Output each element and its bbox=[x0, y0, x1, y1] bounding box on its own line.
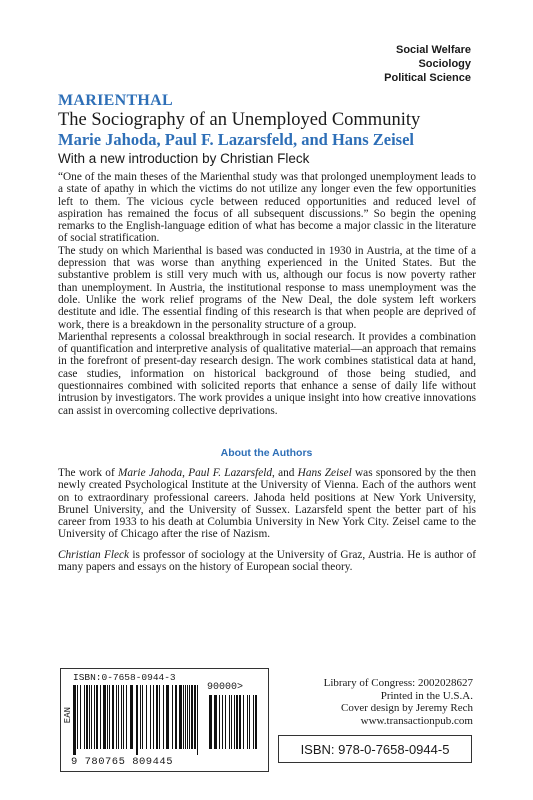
library-of-congress: Library of Congress: 2002028627 bbox=[323, 677, 473, 689]
text-run: was sponsored by the then newly created Psychological Institute at the University of Vienna. Each of the authors went on to extraordinary professional careers. Jahoda held positions at New York University, Brunel University, and the University of Sussex. Lazarsfeld spent the better part of his career from 1933 to his death at Columbia University in New York City. Zeisel came to the University of Chicago after the rise of Nazism. bbox=[58, 467, 476, 541]
barcode-bar bbox=[153, 685, 154, 749]
publication-info bbox=[324, 677, 473, 727]
barcode-bars bbox=[73, 685, 201, 755]
barcode-bar bbox=[187, 685, 188, 749]
isbn-13-box: ISBN: 978-0-7658-0944-5 bbox=[278, 735, 472, 763]
barcode-bar bbox=[214, 695, 217, 749]
category-sociology: Sociology bbox=[418, 58, 471, 70]
barcode-digits: 9 780765 809445 bbox=[71, 756, 174, 768]
cover-design-credit: Cover design by Jeremy Rech bbox=[341, 702, 473, 714]
book-subtitle: The Sociography of an Unemployed Community bbox=[58, 110, 421, 130]
description-paragraph: The study on which Marienthal is based was conducted in 1930 in Austria, at the time of a depression that was worse than anything experienced in the United States. But the substantive problem is still very much with us, although our focus is now poverty rather than unemployment. In Austria, the institutional response to mass unemployment was the dole. Unlike the work relief programs of the New Deal, the dole system left workers destitute and idle. The essential finding of this research is that when people are deprived of work, there is a breakdown in the personality structure of a group. bbox=[58, 244, 476, 331]
publisher-website: www.transactionpub.com bbox=[360, 714, 473, 727]
barcode-bar bbox=[112, 685, 114, 749]
barcode-bar bbox=[194, 685, 196, 749]
barcode-bar bbox=[234, 695, 235, 749]
barcode-bar bbox=[159, 685, 160, 749]
barcode-bar bbox=[109, 685, 110, 749]
barcode-bar bbox=[116, 685, 117, 749]
barcode-bar bbox=[209, 695, 212, 749]
barcode-bar bbox=[121, 685, 122, 749]
barcode-bar bbox=[197, 685, 198, 755]
barcode-bar bbox=[247, 695, 248, 749]
description-paragraph: Marienthal represents a colossal breakthrough in social research. It provides a combination of quantification and interpretive analysis of qualitative material—an approach that remains in the forefront of present-day research design. The work combines statistical data at hand, case studies, information on historical background of those being studied, and questionnaires combined with solicited reports that enhance a sense of daily life without intrusion by investigators. The work provides a unique insight into how creative innovations can assist in overcoming collective deprivations. bbox=[58, 330, 476, 417]
barcode-bar bbox=[222, 695, 223, 749]
barcode-bar bbox=[255, 695, 257, 749]
barcode-addon-bars bbox=[209, 695, 261, 755]
text-run: is professor of sociology at the University of Graz, Austria. He is author of many papers and essays on the history of European social theory. bbox=[58, 548, 476, 574]
barcode-bar bbox=[225, 695, 226, 749]
barcode-bar bbox=[175, 685, 177, 749]
book-authors: Marie Jahoda, Paul F. Lazarsfeld, and Hans Zeisel bbox=[58, 130, 414, 149]
barcode-bar bbox=[123, 685, 124, 749]
barcode-bar bbox=[229, 695, 230, 749]
author-name: Marie Jahoda bbox=[117, 467, 183, 479]
barcode-bar bbox=[142, 685, 143, 749]
barcode-bar bbox=[219, 695, 220, 749]
barcode-bar bbox=[84, 685, 85, 749]
barcode-bar bbox=[73, 685, 76, 755]
text-run: , and bbox=[272, 467, 298, 479]
barcode-bar bbox=[103, 685, 106, 749]
barcode-bar bbox=[185, 685, 186, 749]
category-social-welfare: Social Welfare bbox=[396, 44, 471, 56]
barcode-bar bbox=[179, 685, 182, 749]
barcode-bar bbox=[126, 685, 127, 749]
introduction-credit: With a new introduction by Christian Fleck bbox=[58, 151, 310, 166]
barcode-bar bbox=[150, 685, 151, 749]
about-paragraph bbox=[58, 467, 476, 541]
barcode-bar bbox=[243, 695, 244, 749]
barcode-bar bbox=[183, 685, 184, 749]
author-name: Hans Zeisel bbox=[297, 467, 352, 479]
author-name: Christian Fleck bbox=[58, 548, 130, 561]
text-run: The work of bbox=[58, 467, 118, 479]
barcode-bar bbox=[100, 685, 101, 749]
barcode-bar bbox=[130, 685, 133, 749]
barcode-bar bbox=[146, 685, 147, 749]
barcode-bar bbox=[77, 685, 78, 749]
barcode-bar bbox=[172, 685, 173, 749]
barcode-isbn-label: ISBN:0-7658-0944-3 bbox=[73, 672, 176, 683]
barcode-bar bbox=[231, 695, 232, 749]
book-title: MARIENTHAL bbox=[58, 92, 174, 109]
barcode-bar bbox=[80, 685, 81, 749]
barcode-bar bbox=[94, 685, 95, 749]
barcode-bar bbox=[166, 685, 169, 749]
barcode-bar bbox=[163, 685, 164, 749]
barcode-bar bbox=[156, 685, 158, 749]
barcode-bar bbox=[236, 695, 238, 749]
barcode-bar bbox=[91, 685, 92, 749]
book-description bbox=[58, 171, 476, 417]
barcode-bar bbox=[189, 685, 190, 749]
printed-in: Printed in the U.S.A. bbox=[380, 689, 473, 702]
about-authors-heading: About the Authors bbox=[220, 447, 313, 459]
barcode-bar bbox=[140, 685, 141, 749]
about-paragraph bbox=[58, 549, 476, 574]
ean-label: EAN bbox=[63, 707, 73, 724]
barcode-bar bbox=[253, 695, 254, 749]
barcode-bar bbox=[191, 685, 193, 749]
subject-categories bbox=[384, 43, 471, 85]
barcode-bar bbox=[107, 685, 108, 749]
barcode-bar bbox=[136, 685, 138, 755]
barcode-bar bbox=[96, 685, 98, 749]
description-paragraph: “One of the main theses of the Marienthal study was that prolonged unemployment leads to a state of apathy in which the victims do not utilize any longer even the few opportunities left to them. The vicious cycle between reduced opportunities and reduced level of aspiration has remained the focus of all subsequent discussions.” So begin the opening remarks to the English-language edition of what has become a major classic in the literature of social stratification. bbox=[58, 171, 476, 245]
barcode-bar bbox=[249, 695, 250, 749]
barcode-bar bbox=[239, 695, 241, 749]
category-political-science: Political Science bbox=[384, 72, 471, 84]
barcode-bar bbox=[118, 685, 119, 749]
author-name: Paul F. Lazarsfeld bbox=[188, 467, 273, 479]
barcode-addon-number: 90000> bbox=[207, 682, 244, 693]
text-run: , bbox=[182, 467, 189, 479]
barcode-bar bbox=[86, 685, 88, 749]
about-authors-text bbox=[58, 467, 476, 581]
barcode-bar bbox=[89, 685, 90, 749]
barcode bbox=[60, 668, 269, 772]
